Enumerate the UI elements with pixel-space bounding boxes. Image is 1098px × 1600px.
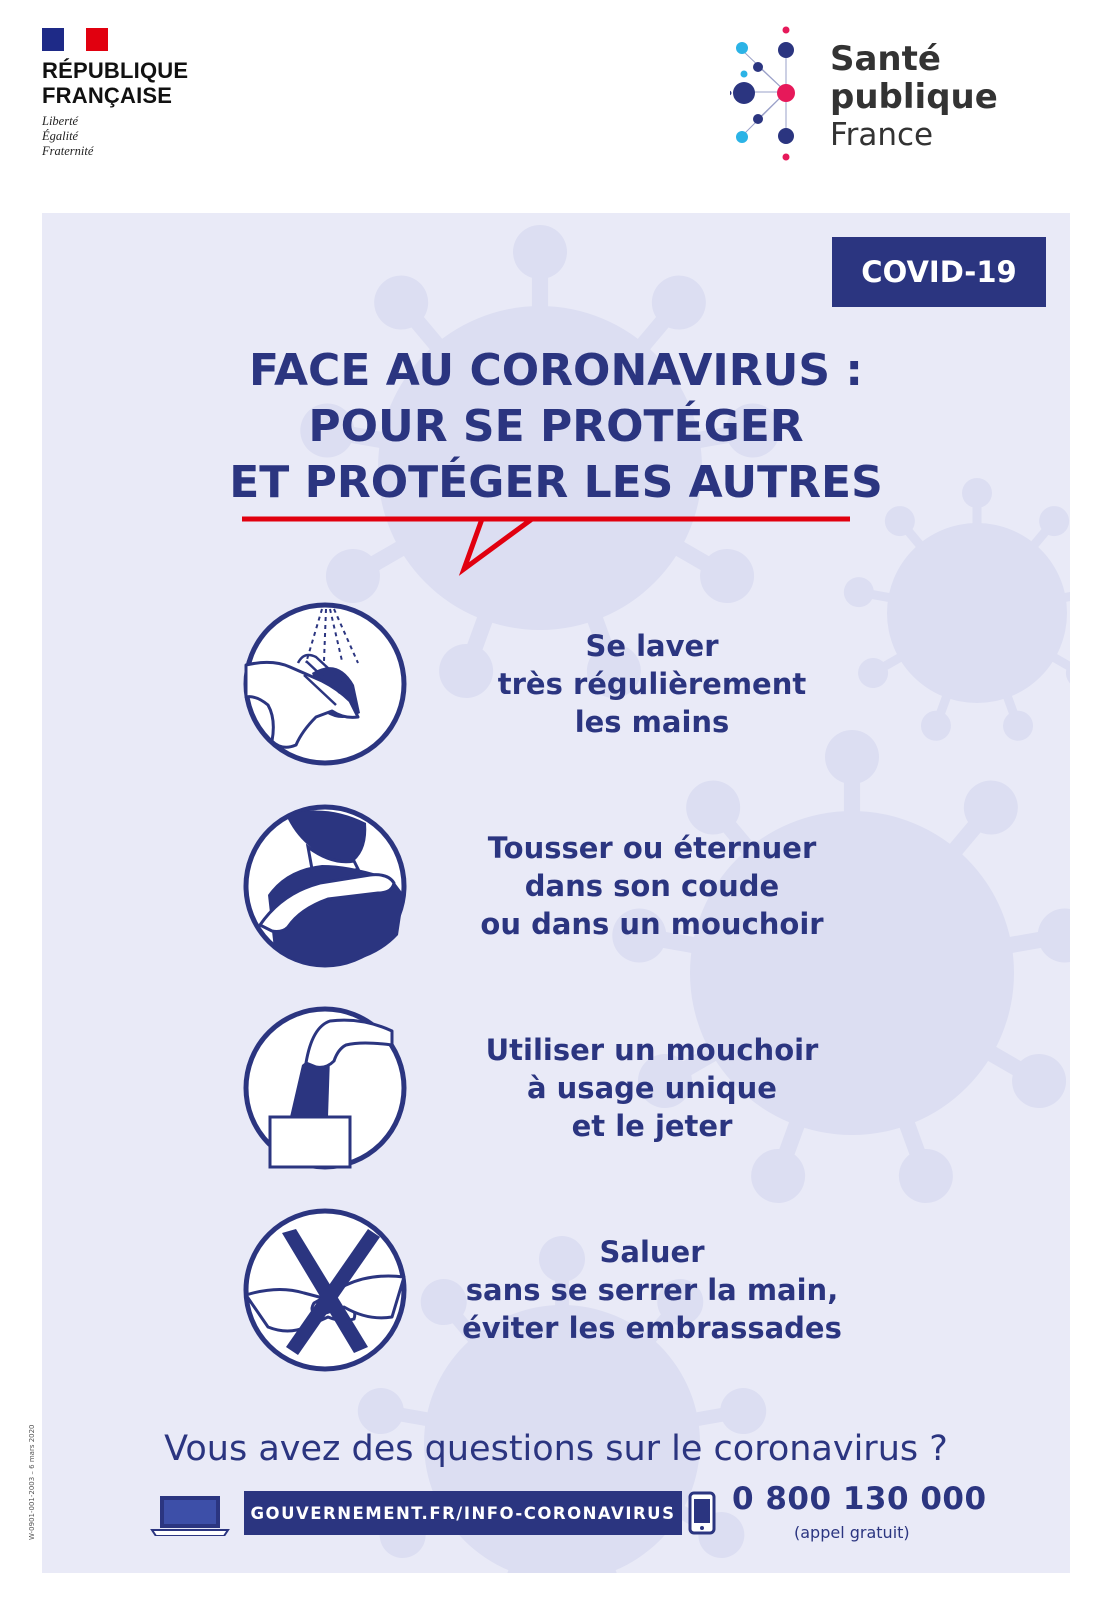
gov-motto xyxy=(42,114,242,159)
measure-greeting xyxy=(432,1233,872,1347)
cough-elbow-icon xyxy=(242,803,408,969)
measure-2-line1: Tousser ou éternuer xyxy=(487,831,817,865)
agency-line3: France xyxy=(830,117,934,153)
gov-name xyxy=(42,58,242,108)
phone-note: (appel gratuit) xyxy=(794,1523,910,1542)
headline-line2: POUR SE PROTÉGER xyxy=(308,401,804,452)
measure-tissue xyxy=(432,1031,872,1145)
handwashing-icon xyxy=(242,601,408,767)
gov-name-line2: FRANÇAISE xyxy=(42,83,173,108)
measure-2-line2: dans son coude xyxy=(524,869,780,903)
agency-logo xyxy=(730,26,998,166)
speech-bubble-line xyxy=(242,515,862,585)
motto-fraternite: Fraternité xyxy=(42,144,94,158)
measure-3-line3: et le jeter xyxy=(571,1109,733,1143)
motto-egalite: Égalité xyxy=(42,129,79,143)
agency-line2: publique xyxy=(830,77,998,117)
laptop-icon xyxy=(150,1496,230,1536)
motto-liberte: Liberté xyxy=(42,114,79,128)
reference-code: W-0901-001-2003 – 6 mars 2020 xyxy=(28,1424,36,1540)
phone-number[interactable]: 0 800 130 000 xyxy=(732,1481,987,1517)
measure-3-line1: Utiliser un mouchoir xyxy=(485,1033,819,1067)
measure-3-line2: à usage unique xyxy=(527,1071,777,1105)
flag-icon xyxy=(42,28,108,51)
measure-handwashing xyxy=(432,627,872,741)
measure-2-line3: ou dans un mouchoir xyxy=(480,907,824,941)
question-text: Vous avez des questions sur le coronavirus ? xyxy=(164,1429,948,1469)
headline xyxy=(42,343,1070,511)
covid-tag: COVID-19 xyxy=(832,237,1046,307)
agency-name xyxy=(830,40,998,154)
measure-4-line1: Saluer xyxy=(599,1235,705,1269)
measure-4-line3: éviter les embrassades xyxy=(462,1311,842,1345)
measure-1-line1: Se laver xyxy=(585,629,719,663)
info-url-link[interactable]: GOUVERNEMENT.FR/INFO-CORONAVIRUS xyxy=(244,1491,682,1535)
measure-1-line2: très régulièrement xyxy=(497,667,807,701)
gov-logo xyxy=(42,28,242,159)
measure-cough xyxy=(432,829,872,943)
tissue-box-icon xyxy=(242,1005,408,1171)
phone-icon xyxy=(688,1491,716,1535)
agency-line1: Santé xyxy=(830,39,941,79)
molecule-icon xyxy=(730,26,830,166)
gov-name-line1: RÉPUBLIQUE xyxy=(42,58,189,83)
headline-line1: FACE AU CORONAVIRUS : xyxy=(249,345,863,396)
poster-panel xyxy=(42,213,1070,1573)
headline-line3: ET PROTÉGER LES AUTRES xyxy=(229,457,883,508)
no-handshake-icon xyxy=(242,1207,408,1373)
measure-4-line2: sans se serrer la main, xyxy=(465,1273,839,1307)
measure-1-line3: les mains xyxy=(574,705,730,739)
